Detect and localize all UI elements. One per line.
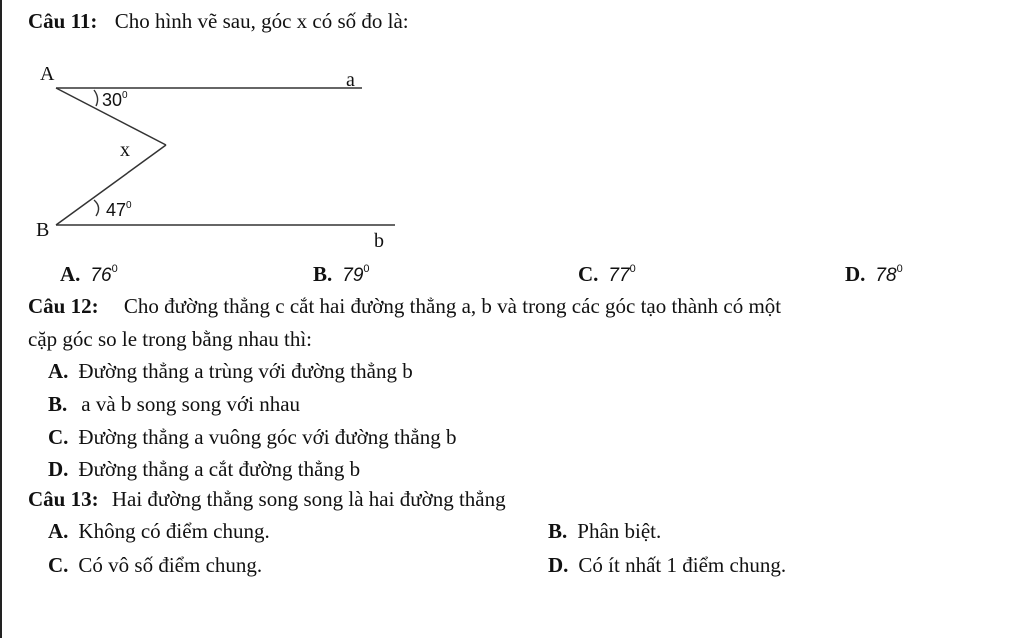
q13-label: Câu 13: bbox=[28, 487, 99, 511]
q11-option-c[interactable]: C. $77^0$ bbox=[578, 262, 636, 287]
q11-option-b[interactable]: B. $79^0$ bbox=[313, 262, 370, 287]
q12-option-d[interactable]: D. Đường thẳng a cắt đường thẳng b bbox=[48, 457, 361, 481]
q12-heading bbox=[28, 293, 781, 319]
label-angle-x: x bbox=[120, 139, 130, 161]
label-angle-bottom: $47^0$ bbox=[106, 200, 132, 220]
q13-option-d[interactable]: D. Có ít nhất 1 điểm chung. bbox=[548, 553, 787, 577]
q11-text: Cho hình vẽ sau, góc x có số đo là: bbox=[114, 9, 409, 33]
q13-option-b[interactable]: B. Phân biệt. bbox=[548, 519, 662, 543]
label-point-b: B bbox=[36, 219, 50, 241]
q12-label: Câu 12: bbox=[28, 294, 99, 318]
q11-option-a[interactable]: A. $76^0$ bbox=[60, 262, 118, 287]
q11-label: Câu 11: bbox=[28, 9, 98, 33]
q12-text-line1: Cho đường thẳng c cắt hai đường thẳng a, b và trong các góc tạo thành có một bbox=[123, 294, 782, 318]
q12-option-b[interactable]: B. a và b song song với nhau bbox=[48, 392, 301, 416]
arc-bottom bbox=[94, 200, 99, 216]
q12-option-a[interactable]: A. Đường thẳng a trùng với đường thẳng b bbox=[48, 359, 413, 383]
q13-text: Hai đường thẳng song song là hai đường thẳng bbox=[111, 487, 506, 511]
q11-figure bbox=[0, 0, 420, 260]
arc-top bbox=[94, 90, 98, 106]
q13-heading bbox=[28, 486, 506, 512]
q13-option-c[interactable]: C. Có vô số điểm chung. bbox=[48, 553, 263, 577]
q12-text-line2: cặp góc so le trong bằng nhau thì: bbox=[28, 327, 313, 351]
label-line-b: b bbox=[374, 230, 384, 252]
q13-option-a[interactable]: A. Không có điểm chung. bbox=[48, 519, 270, 543]
label-point-a: A bbox=[40, 63, 55, 85]
q11-option-d[interactable]: D. $78^0$ bbox=[845, 262, 903, 287]
label-angle-top: $30^0$ bbox=[102, 90, 128, 110]
label-line-a: a bbox=[346, 69, 355, 91]
q12-option-c[interactable]: C. Đường thẳng a vuông góc với đường thẳng b bbox=[48, 425, 457, 449]
